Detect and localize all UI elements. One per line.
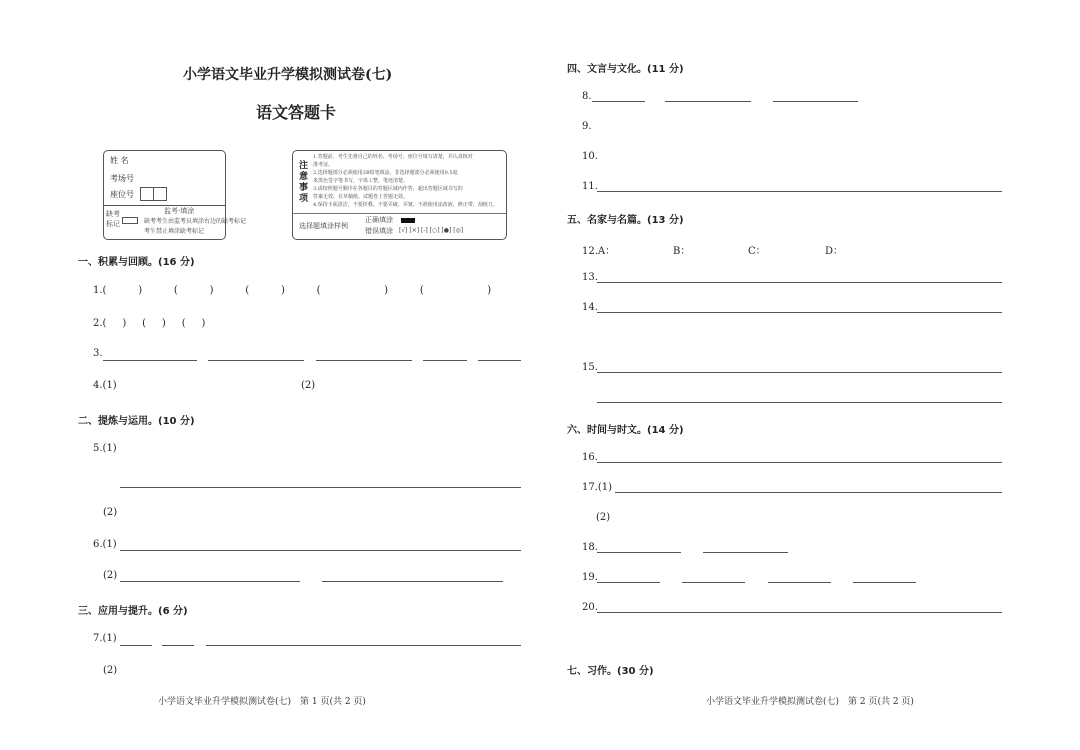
q3-answer-line-1[interactable] [103,360,197,361]
q20-answer-line[interactable] [597,612,1002,613]
q7-answer-line-2[interactable] [162,645,194,646]
question-1: 1.( ) ( ) ( ) ( ) ( ) [93,285,492,296]
q18-answer-line-2[interactable] [703,552,788,553]
q18-answer-line-1[interactable] [597,552,681,553]
question-3-label: 3. [93,348,103,359]
question-11-label: 11. [582,181,598,192]
q7-answer-line-3[interactable] [206,645,521,646]
q19-answer-line-2[interactable] [682,582,745,583]
q8-answer-line-1[interactable] [592,101,645,102]
question-4-part-2: (2) [301,380,316,391]
absent-checkbox[interactable] [122,217,138,224]
question-12-c: C： [748,246,766,257]
question-20-label: 20. [582,602,598,613]
question-7-part-1: 7.(1) [93,633,117,644]
q19-answer-line-1[interactable] [597,582,660,583]
attention-line-3: 2.选择题部分必须使用2B铅笔填涂，非选择题部分必须使用0.5毫 [313,170,458,176]
q3-answer-line-4[interactable] [423,360,467,361]
attention-line-6: 答案无效，在草稿纸、试题卷上答题无效。 [313,194,409,200]
q15-answer-line-2[interactable] [597,402,1002,403]
answer-sheet-page-2 [540,0,1080,750]
question-5-part-2: (2) [103,507,118,518]
exam-title: 小学语文毕业升学模拟测试卷(七) [183,67,393,83]
question-5-part-1: 5.(1) [93,443,117,454]
q3-answer-line-3[interactable] [316,360,412,361]
q11-answer-line[interactable] [597,191,1002,192]
attention-line-1: 1.答题前，考生先将自己的姓名、考场号、座位号填写清楚，并认真核对 [313,154,473,160]
q17-answer-line[interactable] [615,492,1002,493]
attention-label: 注意事项 [299,161,309,204]
question-6-part-2: (2) [103,570,118,581]
question-18-label: 18. [582,542,598,553]
section-5-heading: 五、名家与名篇。(13 分) [567,215,684,226]
seat-label: 座位号 [110,190,134,199]
question-17-part-1: 17.(1) [582,482,613,493]
page-2-footer: 小学语文毕业升学模拟测试卷(七) 第 2 页(共 2 页) [706,697,914,707]
q19-answer-line-4[interactable] [853,582,916,583]
question-17-part-2: (2) [596,512,611,523]
proctor-title: 监考·填涂 [164,207,195,215]
section-1-heading: 一、积累与回顾。(16 分) [78,257,195,268]
wrong-fill-sample: [√] [×] [-] [○] [●] [◎] [399,227,464,234]
question-14-label: 14. [582,302,598,313]
correct-fill-sample [401,218,415,223]
q14-answer-line[interactable] [597,312,1002,313]
seat-box-2[interactable] [153,187,167,201]
question-8-label: 8. [582,91,592,102]
attention-line-4: 米黑色签字笔书写，字体工整，笔迹清楚。 [313,178,409,184]
correct-fill-label: 正确填涂 [365,216,393,224]
question-19-label: 19. [582,572,598,583]
section-4-heading: 四、文言与文化。(11 分) [567,64,684,75]
proctor-note-1: 缺考考生由监考员填涂右边的缺考标记 [144,218,247,225]
question-4-part-1: 4.(1) [93,380,117,391]
exam-room-label: 考场号 [110,174,134,183]
section-3-heading: 三、应用与提升。(6 分) [78,606,188,617]
name-label: 姓 名 [110,156,129,165]
q6-2-answer-line-2[interactable] [322,581,503,582]
q8-answer-line-3[interactable] [773,101,858,102]
q6-2-answer-line-1[interactable] [120,581,300,582]
attention-line-2: 准考证。 [313,162,334,168]
q19-answer-line-3[interactable] [768,582,831,583]
divider [293,213,506,214]
question-9-label: 9. [582,121,592,132]
proctor-note-2: 考生禁止填涂缺考标记 [144,228,205,235]
attention-box [292,150,507,240]
q13-answer-line[interactable] [597,282,1002,283]
q5-answer-line[interactable] [120,487,521,488]
page-1-footer: 小学语文毕业升学模拟测试卷(七) 第 1 页(共 2 页) [158,697,366,707]
q16-answer-line[interactable] [597,462,1002,463]
question-2: 2.( ) ( ) ( ) [93,318,206,329]
wrong-fill-label: 错误填涂 [365,227,393,235]
question-15-label: 15. [582,362,598,373]
attention-line-5: 3.请按照题号顺序在各题目的答题区域内作答，超出答题区域书写的 [313,186,463,192]
section-2-heading: 二、提炼与运用。(10 分) [78,416,195,427]
question-13-label: 13. [582,272,598,283]
q3-answer-line-2[interactable] [208,360,304,361]
question-12-d: D： [825,246,844,257]
attention-line-7: 4.保持卡面清洁，不要折叠、不要弄破、弄皱，不准使用涂改液、修正带、刮纸刀。 [313,202,498,208]
question-12-b: B： [673,246,691,257]
question-7-part-2: (2) [103,665,118,676]
sample-label: 选择题填涂样例 [299,222,348,230]
q15-answer-line-1[interactable] [597,372,1002,373]
q8-answer-line-2[interactable] [665,101,751,102]
question-16-label: 16. [582,452,598,463]
question-6-part-1: 6.(1) [93,539,117,550]
q3-answer-line-5[interactable] [478,360,521,361]
seat-box-1[interactable] [140,187,154,201]
q6-1-answer-line[interactable] [120,550,521,551]
absent-mark-label: 缺考标记 [106,210,120,228]
section-6-heading: 六、时间与时文。(14 分) [567,425,684,436]
sheet-subtitle: 语文答题卡 [256,103,337,122]
section-7-heading: 七、习作。(30 分) [567,666,654,677]
question-12-a: 12.A： [582,246,616,257]
candidate-info-box [103,150,247,240]
question-10-label: 10. [582,151,598,162]
q7-answer-line-1[interactable] [120,645,152,646]
